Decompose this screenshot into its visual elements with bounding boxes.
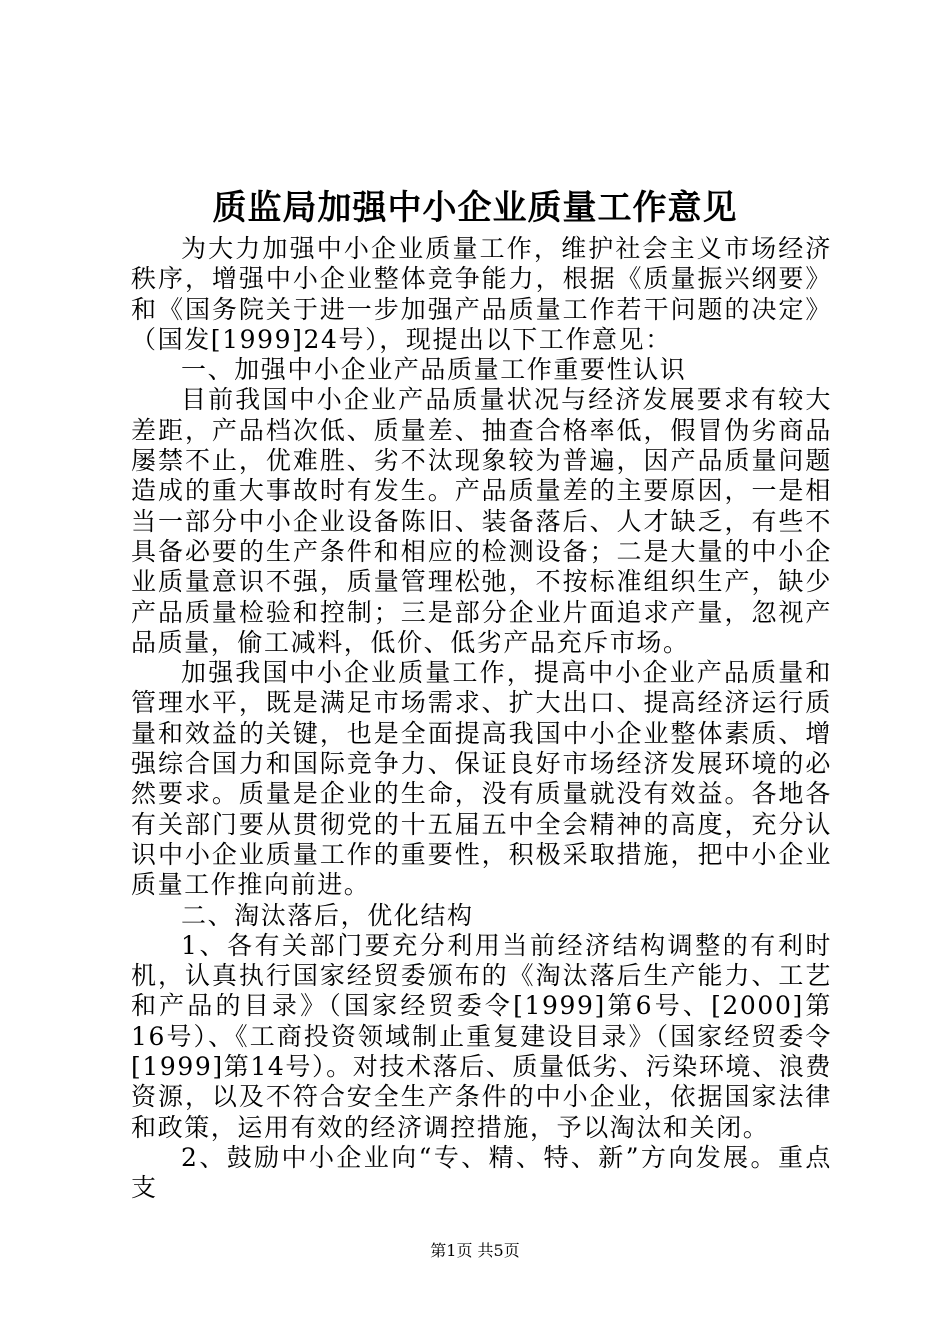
body-paragraph: 1、各有关部门要充分利用当前经济结构调整的有利时机，认真执行国家经贸委颁布的《淘汰落后生产能力、工艺和产品的目录》（国家经贸委令[1999]第6号、[2000]第16号）、《工商投资领域制止重复建设目录》（国家经贸委令[1999]第14号）。对技术落后、质量低劣、污染环境、浪费资源，以及不符合安全生产条件的中小企业，依据国家法律和政策，运用有效的经济调控措施，予以淘汰和关闭。: [131, 930, 832, 1142]
body-paragraph: 加强我国中小企业质量工作，提高中小企业产品质量和管理水平，既是满足市场需求、扩大出口、提高经济运行质量和效益的关键，也是全面提高我国中小企业整体素质、增强综合国力和国际竞争力、保证良好市场经济发展环境的必然要求。质量是企业的生命，没有质量就没有效益。各地各有关部门要从贯彻党的十五届五中全会精神的高度，充分认识中小企业质量工作的重要性，积极采取措施，把中小企业质量工作推向前进。: [131, 658, 832, 900]
document-title: 质监局加强中小企业质量工作意见: [212, 188, 738, 228]
section-heading-2: 二、淘汰落后，优化结构: [181, 900, 474, 930]
body-paragraph: 目前我国中小企业产品质量状况与经济发展要求有较大差距，产品档次低、质量差、抽查合格率低，假冒伪劣商品屡禁不止，优难胜、劣不汰现象较为普遍，因产品质量问题造成的重大事故时有发生。产品质量差的主要原因，一是相当一部分中小企业设备陈旧、装备落后、人才缺乏，有些不具备必要的生产条件和相应的检测设备；二是大量的中小企业质量意识不强，质量管理松弛，不按标准组织生产，缺少产品质量检验和控制；三是部分企业片面追求产量，忽视产品质量，偷工减料，低价、低劣产品充斥市场。: [131, 385, 832, 657]
intro-paragraph: 为大力加强中小企业质量工作，维护社会主义市场经济秩序，增强中小企业整体竞争能力，根据《质量振兴纲要》和《国务院关于进一步加强产品质量工作若干问题的决定》（国发[1999]24号），现提出以下工作意见：: [131, 234, 832, 354]
body-paragraph: 2、鼓励中小企业向“专、精、特、新”方向发展。重点支: [131, 1142, 832, 1203]
page-footer: 第1页 共5页: [430, 1241, 520, 1260]
document-body: [131, 234, 832, 1204]
section-heading-1: 一、加强中小企业产品质量工作重要性认识: [181, 355, 687, 385]
